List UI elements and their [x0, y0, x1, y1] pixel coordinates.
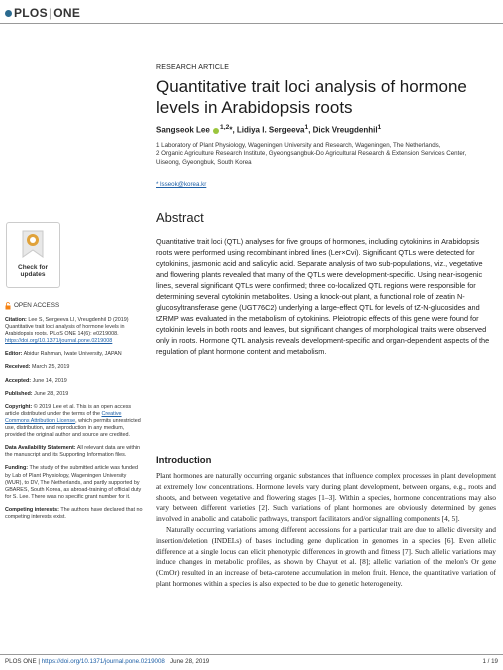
received-date: March 25, 2019	[31, 364, 70, 371]
published-label: Published:	[5, 390, 33, 397]
citation-doi-link[interactable]: https://doi.org/10.1371/journal.pone.0219008	[5, 338, 113, 345]
badge-line-2: updates	[20, 271, 46, 278]
copyright-label: Copyright:	[5, 403, 33, 410]
open-access[interactable]	[5, 302, 145, 310]
introduction-body	[156, 471, 496, 590]
author-sup: 1	[304, 124, 309, 131]
affiliation-1: 1 Laboratory of Plant Physiology, Wageningen University and Research, Wageningen, The Netherlands,	[156, 142, 441, 149]
data-label: Data Availability Statement:	[5, 445, 76, 452]
author-list: Sangseok Lee $^{1,2}$*, Lidiya I. Sergeeva$^1$, Dick Vreugdenhil$^1$	[156, 124, 382, 135]
competing-text: The authors have declared that no competing interests exist.	[5, 506, 143, 520]
affiliation-2: 2 Organic Agriculture Research Institute, Gyeongsangbuk-Do Agricultural Research & Extension Services Center, Uiseong, Gyeongbuk, South Korea	[156, 150, 467, 166]
competing-interests	[5, 507, 145, 521]
author-sup: 1,2	[220, 124, 230, 131]
funding-label: Funding:	[5, 465, 29, 472]
intro-paragraph-1: Plant hormones are naturally occurring organic substances that influence complex processes in plant development at extremely low concentrations. Hormone levels vary during plant development, between organs, e.g., roots and shoots, and between vegetative and flowering stages [1–3]. Within a species, hormone concentrations may also vary between different varieties [2]. Such variations of plant hormones are obviously determined by genes involved in anabolic and catabolic pathways, transport facilitators and/or signalling components [4, 5].	[156, 471, 496, 524]
competing-label: Competing interests:	[5, 506, 59, 513]
abstract-text: Quantitative trait loci (QTL) analyses for five groups of hormones, including cytokinins in Arabidopsis roots were performed using recombinant inbred lines (Ler×Cvi). Significant QTLs were detected for cytokinins, jasmonic acid and salicylic acid. Separate analysis of two sub-populations, viz., vegetative and flowering plants revealed that many of the QTLs were development-specific. Using near-isogenic lines, several significant QTLs were confirmed; three co-localized QTL regions were responsible for determining several cytokinin metabolites. Using a knock-out plant, a functional role of zeatin N-glucosyltransferase gene (UGT76C2) underlying a large-effect QTL for levels of tZ-N-glucosides and tZRMP was evaluated in the metabolism of cytokinins. Pleiotropic effects of this gene were found for cytokinin levels in both roots and leaves, but significant changes of morphological traits were observed only in roots. Hormone QTL analysis reveals development-specific and organ-dependent aspects of the regulation of plant hormone content and metabolism.	[156, 237, 490, 356]
logo-right: ONE	[53, 6, 81, 20]
copyright	[5, 404, 145, 439]
page-number: 1 / 19	[482, 658, 498, 665]
copyright-text-1: © 2019 Lee et al. This is an open access article distributed under the terms of the	[5, 403, 132, 417]
article-title: Quantitative trait loci analysis of hormone levels in Arabidopsis roots	[156, 77, 467, 117]
check-for-updates-badge[interactable]	[6, 222, 60, 288]
citation	[5, 317, 145, 345]
footer-doi-link[interactable]: https://doi.org/10.1371/journal.pone.0219008	[41, 658, 165, 665]
accepted-date: June 14, 2019	[32, 377, 67, 384]
funding-text: The study of the submitted article was funded by Lab of Plant Physiology, Wageningen University (WUR), to DV, The Netherlands, and partly supported by GBARES, South Korea, as abroad-training of official duty for S. Lee. There was no specific grant number for it.	[5, 465, 142, 500]
header-rule	[0, 23, 503, 24]
orcid-icon[interactable]	[213, 128, 219, 134]
editor-text: Abidur Rahman, Iwate University, JAPAN	[23, 351, 122, 358]
accepted	[5, 378, 145, 385]
received-label: Received:	[5, 364, 31, 371]
open-lock-icon	[5, 302, 11, 310]
intro-paragraph-2: Naturally occurring variations among different accessions for a particular trait are due to allelic diversity and insertion/deletion (INDELs) of bases including gene duplication in genomes in a species [6]. Even allelic difference at a single locus can elicit phenotypic differences in growth and fitness [7]. Such allelic variations may induce changes in metabolic profiles, as shown by Chayut et al. [8]; allelic variation of the melon's Or gene (CmOr) resulted in an increase of beta-carotene accumulation in melon fruit. Hence, the quantitative variation of plant hormones within a species is also expected to be due to genetic heterogeneity.	[156, 524, 496, 588]
author-name[interactable]: Dick Vreugdenhil	[312, 125, 378, 135]
author-sup: 1	[377, 124, 382, 131]
author-name[interactable]: Lidiya I. Sergeeva	[236, 125, 305, 135]
data-availability	[5, 445, 145, 459]
citation-text: Lee S, Sergeeva LI, Vreugdenhil D (2019) Quantitative trait loci analysis of hormone levels in Arabidopsis roots. PLoS ONE 14(6): e0219008.	[5, 317, 129, 338]
logo-left: PLOS	[14, 6, 48, 20]
page-footer	[5, 658, 498, 665]
citation-label: Citation:	[5, 317, 27, 323]
open-access-label: OPEN ACCESS	[14, 302, 60, 310]
received	[5, 364, 145, 371]
footer-journal: PLOS ONE	[5, 658, 37, 665]
data-text: All relevant data are within the manuscript and its Supporting Information files.	[5, 445, 141, 459]
footer-date: June 28, 2019	[170, 658, 210, 665]
published	[5, 391, 145, 398]
editor-label: Editor:	[5, 351, 23, 358]
funding	[5, 465, 145, 500]
bookmark-icon	[20, 229, 46, 259]
plos-dot-icon	[5, 10, 12, 17]
copyright-text-2: , which permits unrestricted use, distribution, and reproduction in any medium, provided the original author and source are credited.	[5, 417, 141, 439]
accepted-label: Accepted:	[5, 377, 32, 384]
article-type: RESEARCH ARTICLE	[156, 64, 230, 71]
editor	[5, 351, 145, 358]
journal-logo[interactable]	[5, 6, 80, 20]
author-name[interactable]: Sangseok Lee	[156, 125, 210, 135]
footer-citation: PLOS ONE | https://doi.org/10.1371/journal.pone.0219008 June 28, 2019	[5, 658, 210, 665]
article-sidebar	[5, 302, 145, 527]
corresponding-email[interactable]: * lsseok@korea.kr	[156, 181, 207, 188]
logo-divider: |	[48, 6, 53, 20]
published-date: June 28, 2019	[34, 390, 69, 397]
badge-line-1: Check for	[18, 264, 48, 271]
footer-rule	[0, 654, 503, 655]
affiliations	[156, 142, 486, 167]
abstract-heading: Abstract	[156, 210, 204, 225]
introduction-heading: Introduction	[156, 455, 212, 466]
license-link[interactable]: Creative Commons Attribution License	[5, 410, 122, 424]
corresponding-mark: *	[229, 125, 233, 135]
